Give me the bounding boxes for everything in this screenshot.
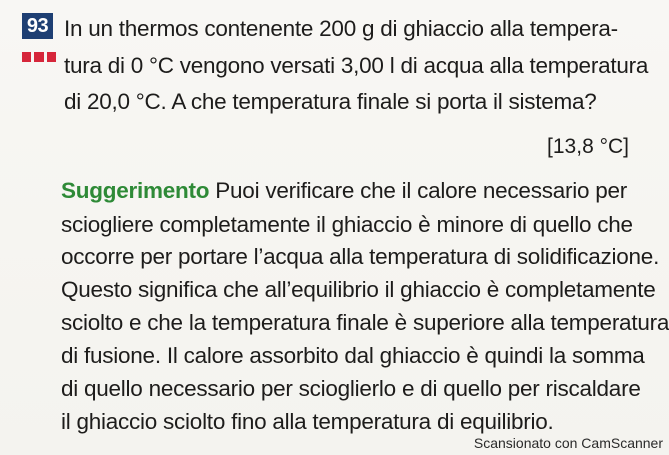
difficulty-mark (47, 52, 56, 62)
hint-line-4: Questo significa che all’equilibrio il ghiaccio è completamente (61, 277, 656, 302)
difficulty-mark (34, 52, 43, 62)
difficulty-mark (22, 52, 31, 62)
scanner-watermark: Scansionato con CamScanner (473, 435, 663, 451)
hint-line-5: sciolto e che la temperatura finale è superiore alla temperatura (61, 310, 669, 335)
question-line-1: In un thermos contenente 200 g di ghiaccio alla tempera- (64, 16, 618, 41)
hint-line-6: di fusione. Il calore assorbito dal ghiaccio è quindi la somma (61, 343, 645, 368)
hint-line-2: sciogliere completamente il ghiaccio è minore di quello che (61, 212, 633, 237)
hint-text: Puoi verificare che il calore necessario per (215, 178, 627, 203)
problem-number-badge: 93 (22, 13, 53, 39)
answer-value: [13,8 °C] (547, 135, 629, 158)
question-line-3: di 20,0 °C. A che temperatura finale si porta il sistema? (64, 89, 597, 114)
question-line-2: tura di 0 °C vengono versati 3,00 l di acqua alla temperatura (64, 53, 649, 78)
hint-line-1 (61, 176, 627, 206)
hint-label: Suggerimento (61, 178, 210, 203)
difficulty-indicator (22, 52, 56, 62)
hint-line-8: il ghiaccio sciolto fino alla temperatura di equilibrio. (61, 409, 554, 434)
hint-line-7: di quello necessario per scioglierlo e di quello per riscaldare (61, 376, 641, 401)
hint-line-3: occorre per portare l’acqua alla temperatura di solidificazione. (61, 244, 660, 269)
